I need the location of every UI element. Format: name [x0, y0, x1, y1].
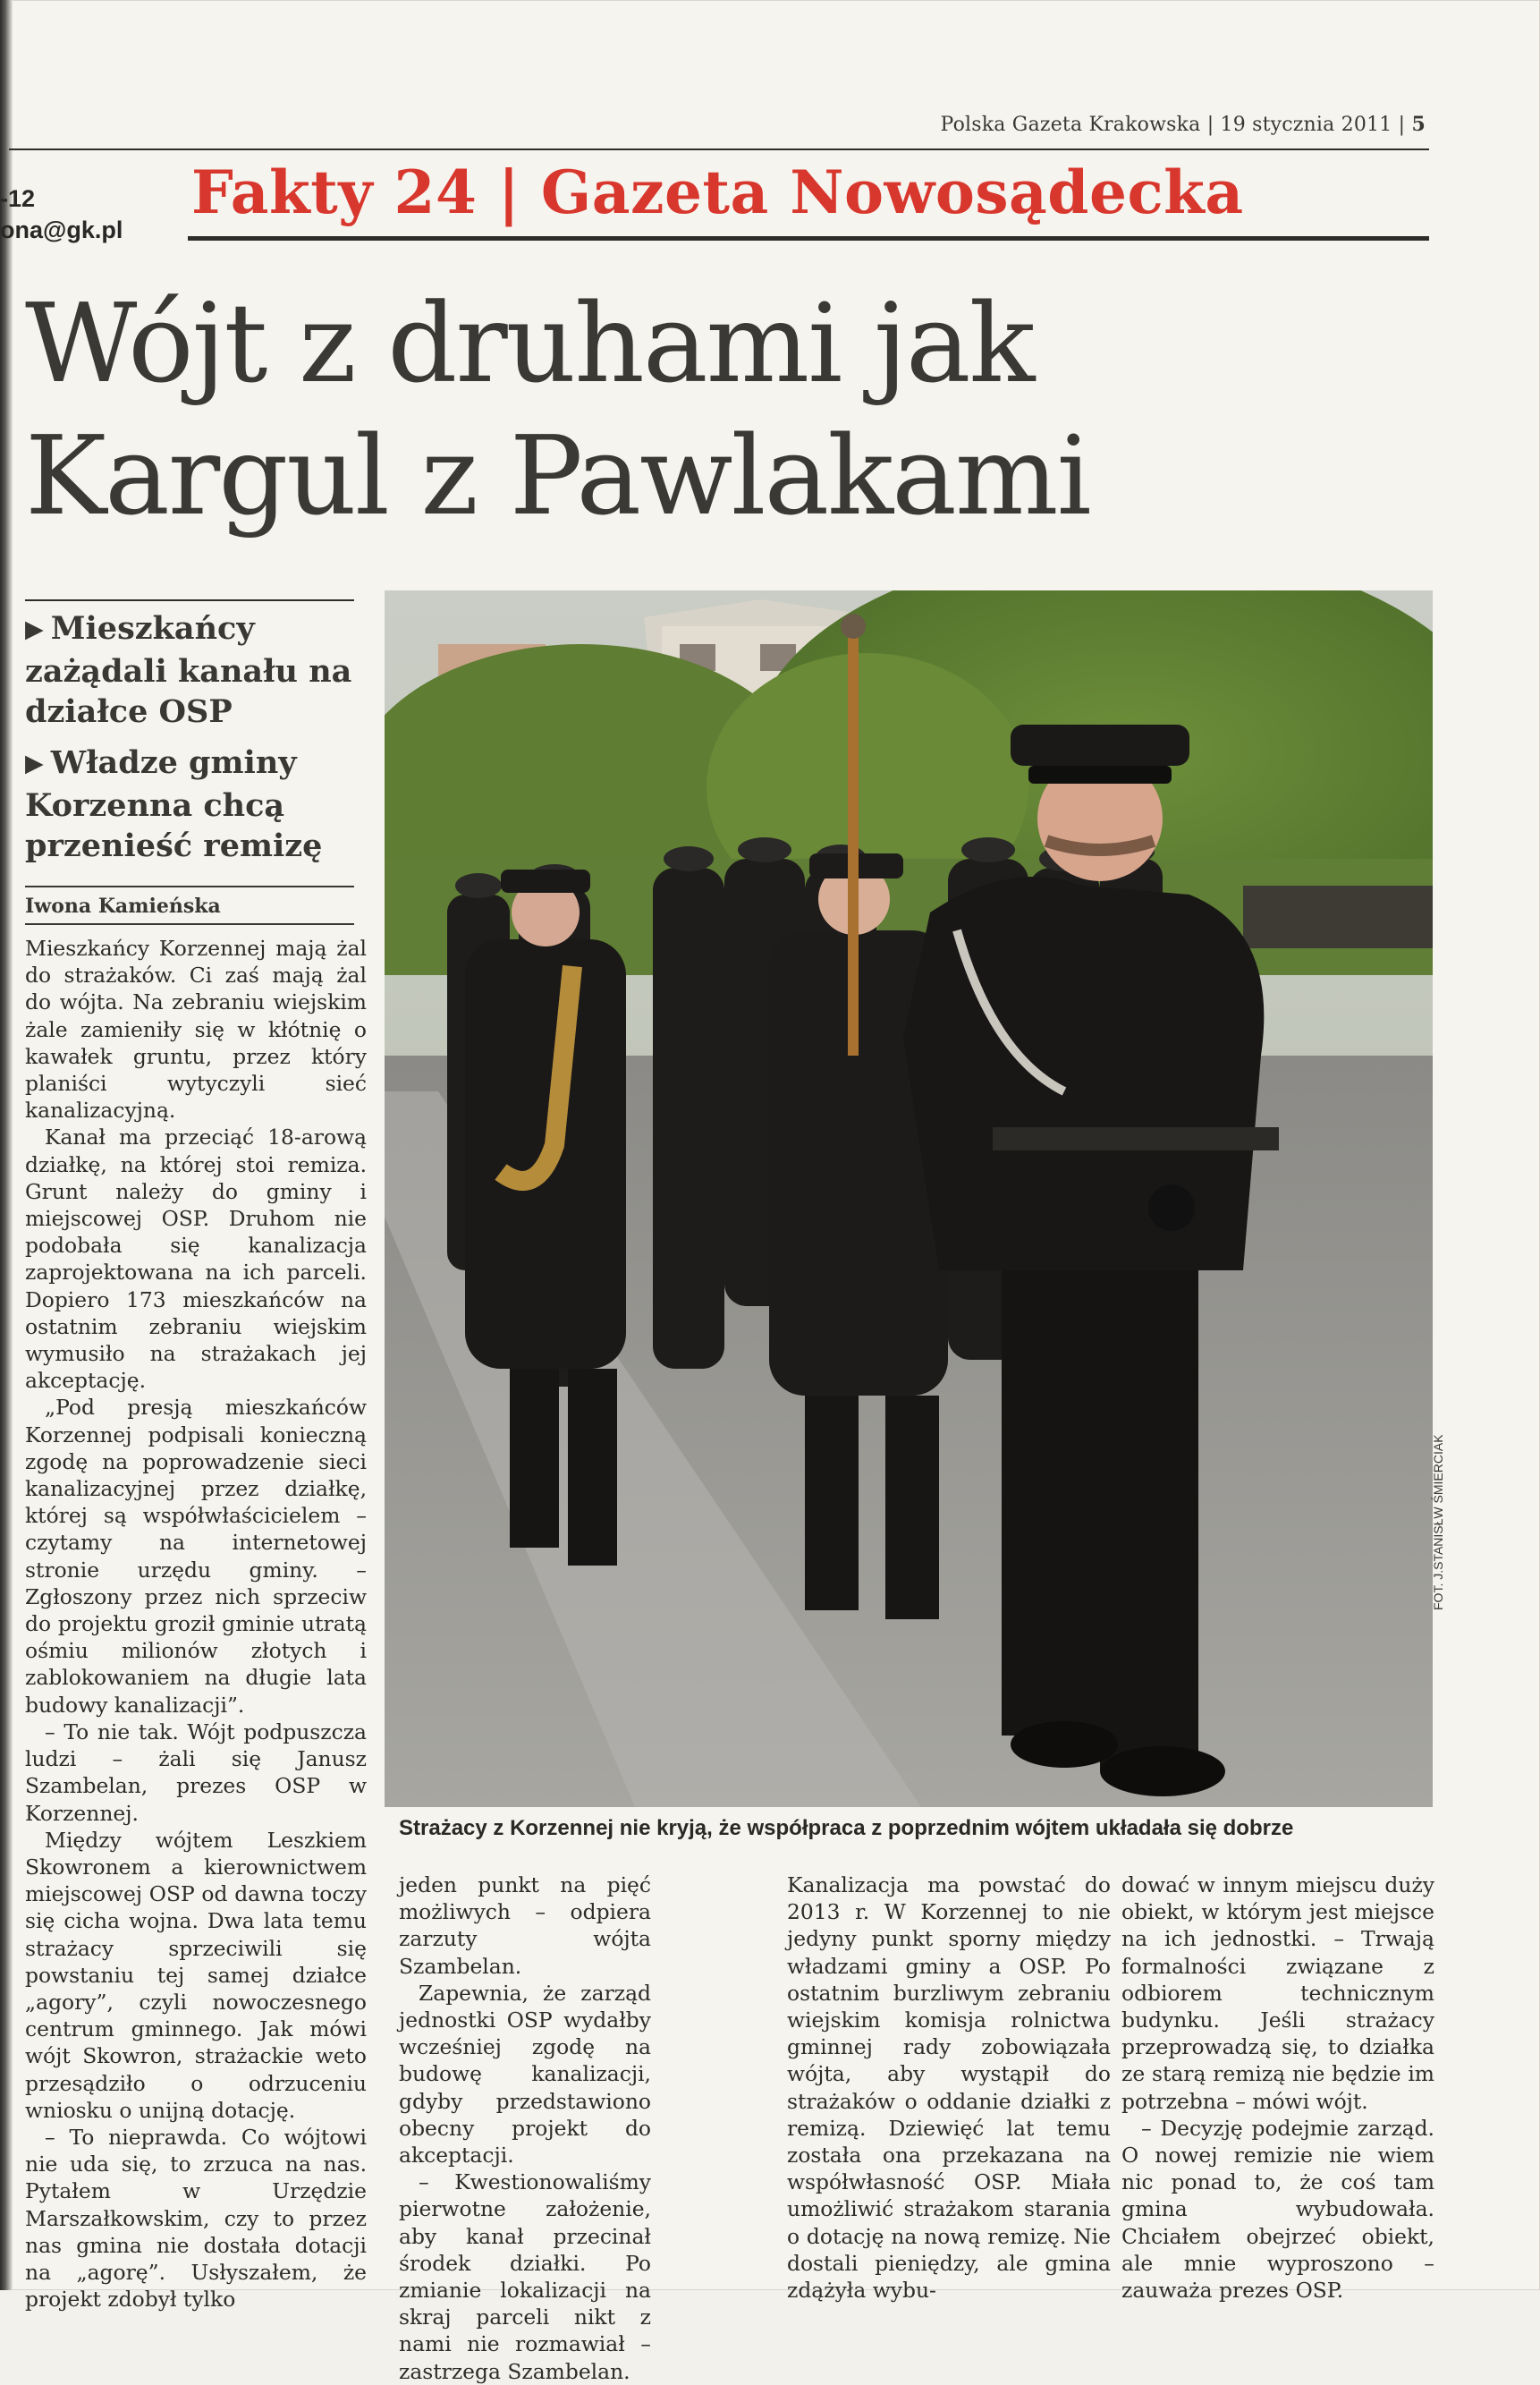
headline-line-2: Kargul z Pawlakami: [25, 412, 1090, 539]
byline-rule: [25, 923, 354, 925]
paragraph: – To nieprawda. Co wójtowi nie uda się, to zrzuca na nas. Pytałem w Urzędzie Marszałkowskim, czy to przez nas gmina nie dostała dotacji na „agorę”. Usłyszałem, że projekt zdobył tylko: [25, 2124, 367, 2313]
lead-item: ▶ Władze gminy Korzenna chcą przenieść remizę: [25, 744, 323, 864]
page-folio: Polska Gazeta Krakowska | 19 stycznia 2011 | 5: [940, 113, 1426, 136]
article-photo: [385, 590, 1433, 1807]
section-title: Fakty 24 | Gazeta Nowosądecka: [191, 157, 1244, 227]
article-column-3: [787, 1872, 1111, 2304]
paragraph: Kanalizacja ma powstać do 2013 r. W Korzennej to nie jedyny punkt sporny między władzami gminy a OSP. Po ostatnim burzliwym zebraniu wiejskim komisja rolnictwa gminnej rady zobowiązała wójta, aby wystąpił do strażaków o oddanie działki z remizą. Dziewięć lat temu została ona przekazana na współwłasność OSP. Miała umożliwić strażakom starania o dotację na nową remizę. Nie dostali pieniędzy, ale gmina zdążyła wybu-: [787, 1872, 1111, 2304]
article-column-1: [25, 935, 367, 2313]
triangle-bullet-icon: ▶: [25, 750, 44, 777]
triangle-bullet-icon: ▶: [25, 615, 44, 643]
lead-bullets: [25, 608, 354, 877]
paragraph: – Kwestionowaliśmy pierwotne założenie, aby kanał przecinał środek działki. Po zmianie lokalizacji na skraj parceli nikt z nami nie rozmawiał – zastrzega Szambelan.: [399, 2169, 651, 2384]
folio-publication: Polska Gazeta Krakowska: [940, 114, 1201, 136]
photo-marching-firefighters: [385, 590, 1433, 1807]
top-rule: [9, 149, 1429, 150]
byline: Iwona Kamieńska: [25, 886, 354, 918]
paragraph: Mieszkańcy Korzennej mają żal do strażaków. Ci zaś mają żal do wójta. Na zebraniu wiejskim żale zamieniły się w kłótnię o kawałek gruntu, przez który planiści wytyczyli sieć kanalizacyjną.: [25, 936, 367, 1124]
lead-item: ▶ Mieszkańcy zażądali kanału na działce OSP: [25, 610, 352, 730]
paragraph: dować w innym miejscu duży obiekt, w którym jest miejsce na ich jednostki. – Trwają formalności związane z odbiorem technicznym budynku. Jeśli strażacy przeprowadzą się, to działka ze starą remizą nie będzie im potrzebna – mówi wójt.: [1121, 1872, 1434, 2114]
photo-credit: FOT. J.STANISŁW ŚMIERCIAK: [1431, 1434, 1445, 1610]
page-scan-edge: [0, 0, 13, 2290]
paragraph: – To nie tak. Wójt podpuszcza ludzi – żali się Janusz Szambelan, prezes OSP w Korzennej.: [25, 1719, 367, 1826]
paragraph: Zapewnia, że zarząd jednostki OSP wydałby wcześniej zgodę na budowę kanalizacji, gdyby przedstawiono obecny projekt do akceptacji.: [399, 1980, 651, 2169]
leads-top-rule: [25, 599, 354, 601]
paragraph: – Decyzję podejmie zarząd. O nowej remizie nie wiem nic ponad to, że coś tam gmina wybudowała. Chciałem obejrzeć obiekt, ale mnie wyproszono – zauważa prezes OSP.: [1121, 2115, 1434, 2304]
photo-caption: Strażacy z Korzennej nie kryją, że współpraca z poprzednim wójtem układała się dobrze: [399, 1816, 1294, 1840]
folio-date: 19 stycznia 2011: [1220, 114, 1392, 136]
paragraph: „Pod presją mieszkańców Korzennej podpisali konieczną zgodę na poprowadzenie sieci kanalizacyjnej przez działkę, której są współwłaścicielem – czytamy na internetowej stronie urzędu gminy. – Zgłoszony przez nich sprzeciw do projektu groził gminie utratą ośmiu milionów złotych i zablokowaniem na długie lata budowy kanalizacji”.: [25, 1395, 367, 1718]
paragraph: Między wójtem Leszkiem Skowronem a kierownictwem miejscowej OSP od dawna toczy się cicha wojna. Dwa lata temu strażacy sprzeciwili się powstaniu tej samej działce „agory”, czyli nowoczesnego centrum gminnego. Jak mówi wójt Skowron, strażackie weto przesądziło o odrzuceniu wniosku o unijną dotację.: [25, 1827, 367, 2123]
section-rule: [188, 236, 1429, 241]
article-column-2: [399, 1872, 651, 2385]
paragraph: jeden punkt na pięć możliwych – odpiera zarzuty wójta Szambelan.: [399, 1872, 651, 1979]
headline-line-1: Wójt z druhami jak: [25, 280, 1034, 407]
headline: [25, 277, 1492, 542]
contact-line-1: -12: [0, 185, 36, 212]
contact-line-2: ona@gk.pl: [0, 216, 123, 243]
paragraph: Kanał ma przeciąć 18-arową działkę, na której stoi remiza. Grunt należy do gminy i miejscowej OSP. Druhom nie podobała się kanalizacja zaprojektowana na ich parceli. Dopiero 173 mieszkańców na ostatnim zebraniu wiejskim wymusiło na strażakach jej akceptację.: [25, 1125, 367, 1394]
contact-info: [0, 183, 123, 246]
article-column-4: [1121, 1872, 1434, 2304]
folio-page-number: 5: [1411, 113, 1426, 136]
